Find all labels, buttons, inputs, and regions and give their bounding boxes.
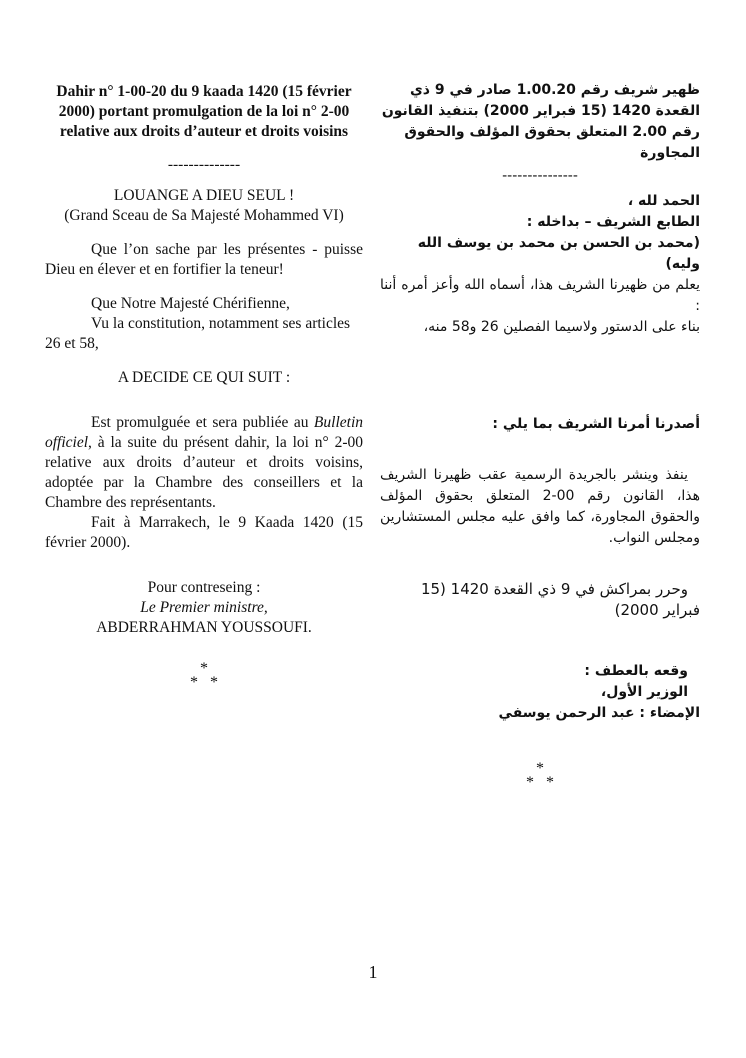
arabic-star-top: *	[536, 760, 544, 777]
french-promulgation-part1: Est promulguée et sera publiée au	[91, 414, 314, 431]
arabic-asterism	[380, 762, 700, 790]
french-pm-name: ABDERRAHMAN YOUSSOUFI.	[96, 619, 312, 636]
french-praise: LOUANGE A DIEU SEUL !	[113, 187, 295, 204]
french-column	[45, 82, 363, 690]
french-decide: A DECIDE CE QUI SUIT :	[117, 369, 291, 386]
arabic-pm-title: الوزير الأول،	[600, 684, 688, 700]
french-promulgation-part2: , à la suite du présent dahir, la loi n° 2-00 relative aux droits d’auteur et droits voisins, adoptée par la Chambre des conseillers et la Chambre des représentants.	[45, 434, 363, 511]
arabic-decide: أصدرنا أمرنا الشريف بما يلي :	[492, 416, 700, 432]
arabic-promulgation: ينفذ وينشر بالجريدة الرسمية عقب ظهيرنا الشريف هذا، القانون رقم 00-2 المتعلق بحقوق المؤلف والحقوق المجاورة، كما وافق عليه مجلس المستشارين ومجلس النواب.	[380, 467, 700, 546]
arabic-constitution: بناء على الدستور ولاسيما الفصلين 26 و58 منه،	[423, 319, 700, 335]
french-pm-title-text: Le Premier ministre,	[140, 599, 268, 616]
page-number: 1	[368, 962, 378, 982]
arabic-star-bottom: * *	[526, 774, 554, 791]
arabic-seal-label: الطابع الشريف – بداخله :	[526, 214, 700, 230]
arabic-separator: ---------------	[502, 168, 578, 184]
arabic-column	[380, 80, 700, 790]
french-seal: (Grand Sceau de Sa Majesté Mohammed VI)	[64, 207, 344, 224]
french-star-top: *	[200, 660, 208, 677]
french-done-at: Fait à Marrakech, le 9 Kaada 1420 (15 février 2000).	[45, 514, 363, 551]
french-preamble: Que l’on sache par les présentes - puisse Dieu en élever et en fortifier la teneur!	[45, 241, 363, 278]
french-pm-title	[45, 598, 363, 618]
arabic-pm-signature: الإمضاء : عبد الرحمن يوسفي	[498, 705, 700, 721]
french-asterism	[45, 662, 363, 690]
french-title: Dahir n° 1-00-20 du 9 kaada 1420 (15 février 2000) portant promulgation de la loi n° 2-00 relative aux droits d’auteur et droits voisins	[56, 83, 352, 140]
french-majesty: Que Notre Majesté Chérifienne,	[91, 295, 290, 312]
french-countersign: Pour contreseing :	[147, 579, 261, 596]
french-promulgation	[45, 413, 363, 513]
french-constitution: Vu la constitution, notamment ses articles 26 et 58,	[45, 315, 351, 352]
arabic-countersign: وقعه بالعطف :	[584, 663, 688, 679]
arabic-seal-name: (محمد بن الحسن بن محمد بن يوسف الله وليه)	[417, 235, 700, 272]
arabic-title: ظهير شريف رقم 1.00.20 صادر في 9 ذي القعدة 1420 (15 فبراير 2000) بتنفيذ القانون رقم 2.00 المتعلق بحقوق المؤلف والحقوق المجاورة	[381, 82, 700, 161]
bulletin-officiel: Bulletin officiel	[45, 414, 363, 451]
arabic-preamble: يعلم من ظهيرنا الشريف هذا، أسماه الله وأعز أمره أننا :	[380, 277, 700, 314]
arabic-done-at: وحرر بمراكش في 9 ذي القعدة 1420 (15 فبراير 2000)	[420, 580, 700, 619]
french-separator: --------------	[167, 156, 241, 173]
french-star-bottom: * *	[190, 674, 218, 691]
arabic-praise: الحمد لله ،	[627, 193, 700, 209]
